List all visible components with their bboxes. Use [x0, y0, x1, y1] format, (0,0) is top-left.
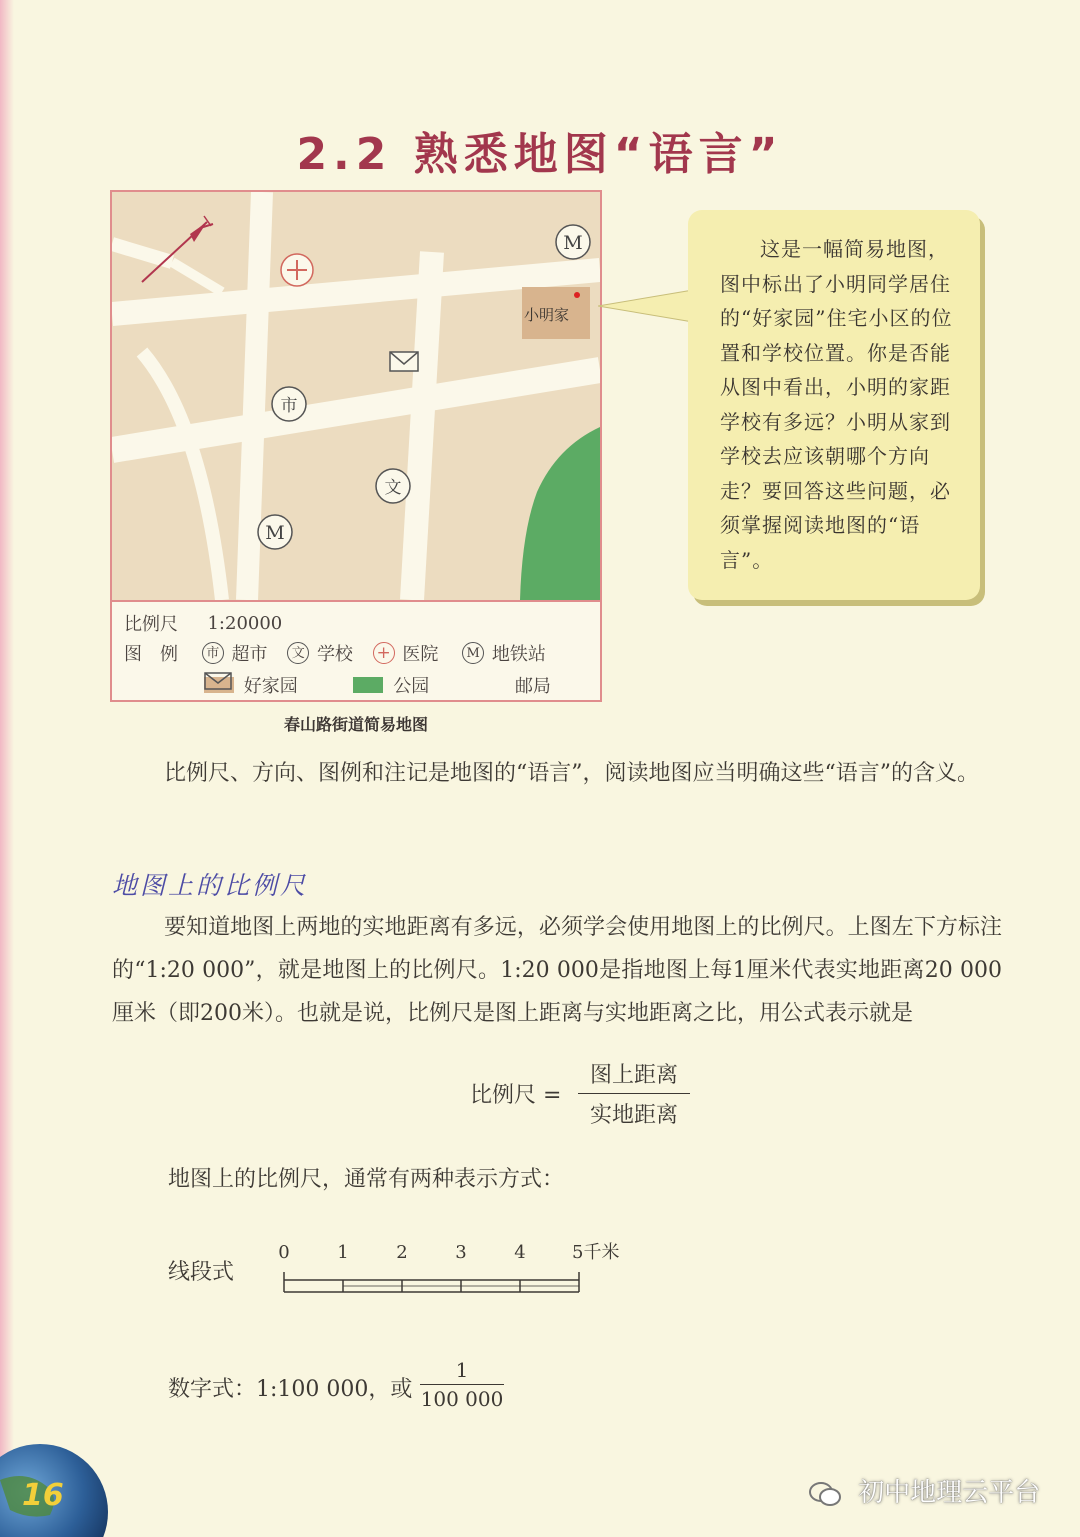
- numeric-form-text: 数字式：1:100 000，或: [168, 1377, 413, 1402]
- legend-item: 学校: [316, 644, 353, 665]
- watermark-text: 初中地理云平台: [858, 1478, 1041, 1508]
- metro-icon: [258, 515, 292, 549]
- section-heading: 地图上的比例尺: [112, 871, 309, 900]
- metro-icon: [556, 225, 590, 259]
- callout-pointer: [598, 286, 698, 326]
- supermarket-icon: 市: [202, 642, 224, 664]
- hospital-icon: +: [373, 642, 395, 664]
- page-number: 16: [22, 1478, 64, 1513]
- formula-lhs: 比例尺 =: [470, 1083, 562, 1108]
- tick-label: 1: [337, 1242, 349, 1263]
- svg-text:市: 市: [280, 396, 298, 416]
- legend-item: 医院: [402, 644, 439, 665]
- numeric-denominator: 100 000: [420, 1387, 504, 1411]
- svg-text:文: 文: [384, 478, 402, 498]
- page-edge: [0, 0, 14, 1537]
- home-label: 小明家: [524, 306, 570, 324]
- school-icon: [376, 469, 410, 503]
- svg-text:M: M: [265, 522, 285, 544]
- callout-text: 这是一幅简易地图，图中标出了小明同学居住的“好家园”住宅小区的位置和学校位置。你是否能从图中看出，小明的家距学校有多远？小明从家到学校去应该朝哪个方向走？要回答这些问题，必须掌握阅读地图的“语言”。: [720, 237, 953, 572]
- page-title: 2.2 熟悉地图“语言”: [296, 129, 784, 180]
- supermarket-icon: [272, 387, 306, 421]
- tick-label: 0: [278, 1242, 290, 1263]
- numeric-fraction: [420, 1358, 504, 1411]
- legend-item: 邮局: [514, 676, 551, 697]
- two-forms-text: 地图上的比例尺，通常有两种表示方式：: [168, 1167, 565, 1192]
- scale-label: 比例尺: [124, 614, 178, 635]
- tick-label: 3: [455, 1242, 467, 1263]
- school-icon: 文: [287, 642, 309, 664]
- street-map: [110, 190, 602, 702]
- scale-value: 1:20000: [207, 612, 283, 634]
- numeric-numerator: 1: [420, 1358, 504, 1385]
- map-caption: 春山路街道简易地图: [283, 715, 428, 734]
- map-legend: [112, 600, 600, 700]
- svg-text:M: M: [563, 232, 583, 254]
- intro-paragraph: 比例尺、方向、图例和注记是地图的“语言”，阅读地图应当明确这些“语言”的含义。: [164, 761, 979, 786]
- legend-item: 公园: [393, 676, 430, 697]
- legend-item: 地铁站: [491, 644, 546, 665]
- formula-numerator: 图上距离: [578, 1058, 690, 1094]
- metro-icon: M: [462, 642, 484, 664]
- legend-item: 超市: [231, 644, 268, 665]
- line-form-label: 线段式: [168, 1260, 235, 1285]
- wechat-icon: [808, 1480, 842, 1508]
- tick-label: 4: [514, 1242, 526, 1263]
- formula-denominator: 实地距离: [589, 1103, 678, 1128]
- callout-box: [688, 210, 980, 600]
- post-office-icon: [390, 352, 418, 371]
- scale-paragraph: 要知道地图上两地的实地距离有多远，必须学会使用地图上的比例尺。上图左下方标注 的“1:20 000”，就是地图上的比例尺。1:20 000是指地图上每1厘米代表实地距离20 000厘米（即200米）。也就是说，比例尺是图上距离与实地距离之比，用公式表示就是: [112, 915, 1002, 1026]
- tick-label: 2: [396, 1242, 408, 1263]
- map-drawing: [112, 192, 600, 600]
- watermark: [808, 1472, 1040, 1509]
- park-swatch-icon: [353, 677, 383, 693]
- legend-item: 好家园: [243, 676, 298, 697]
- post-office-icon: [204, 672, 232, 690]
- hospital-icon: [281, 254, 313, 286]
- tick-label: 5千米: [572, 1242, 620, 1263]
- line-scale-bar: [270, 1236, 650, 1306]
- legend-label: 图 例: [124, 644, 178, 665]
- formula-fraction: [578, 1058, 690, 1129]
